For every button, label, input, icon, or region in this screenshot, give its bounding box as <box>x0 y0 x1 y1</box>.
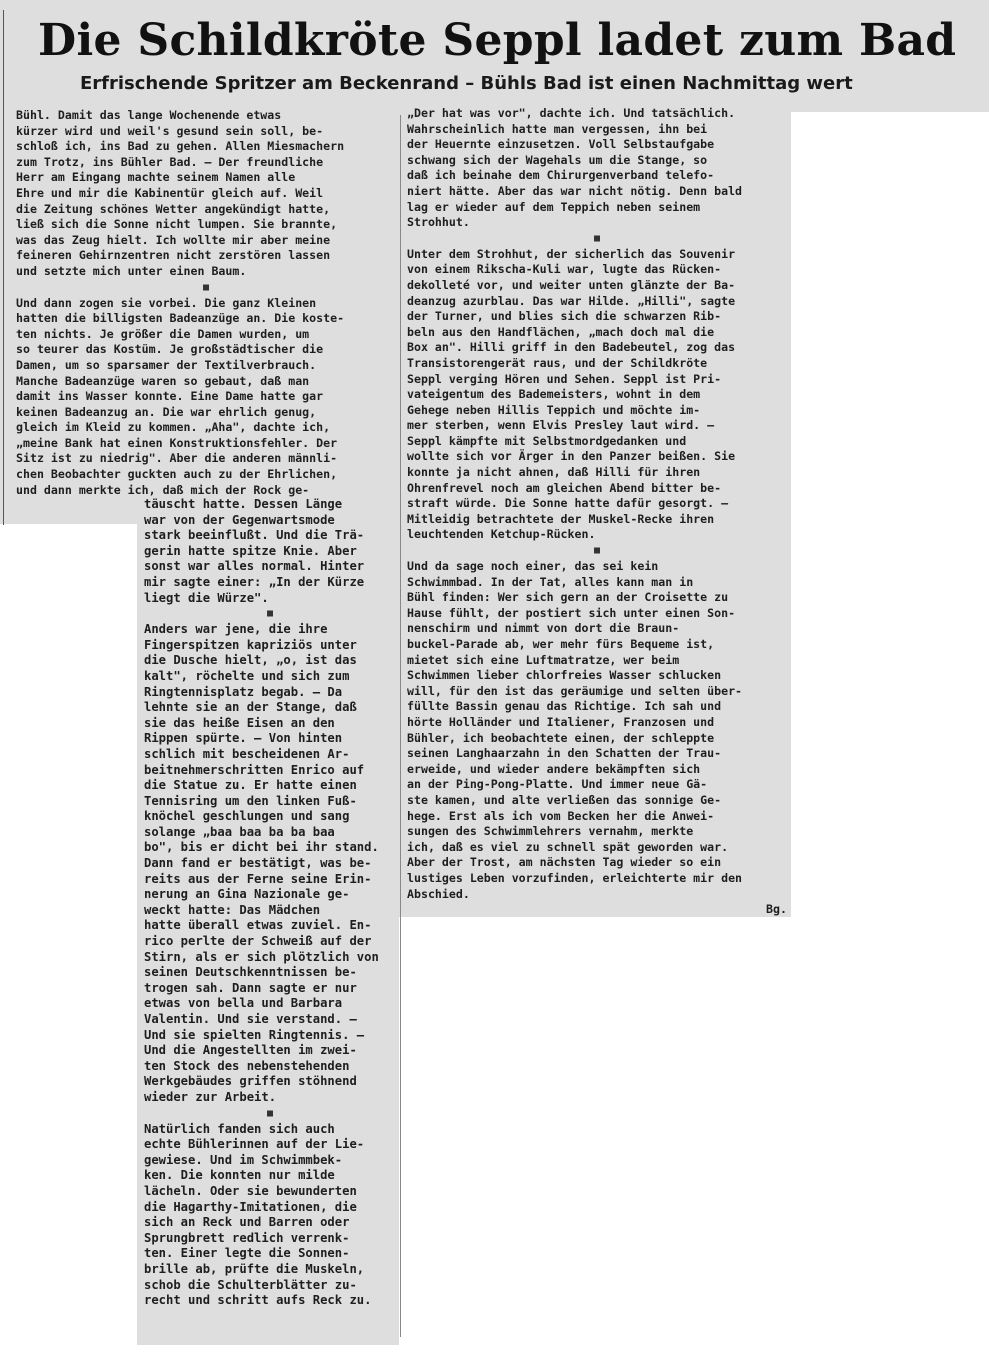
paragraph-4: Natürlich fanden sich auch echte Bühlerinnen auf der Lie- gewiese. Und im Schwimmbek- ken. Die konnten nur milde lächeln. Oder sie bewunderten die Hagarthy-Imitationen, die sich an Reck und Barren oder Sprungbrett redlich verrenk- ten. Einer legte die Sonnen- brille ab, prüfte die Muskeln, schob die Schulterblätter zu- recht und schritt aufs Reck zu. <box>144 1121 372 1308</box>
left-edge-rule <box>3 10 4 525</box>
article-column-right <box>407 106 787 918</box>
section-separator: ■ <box>593 232 601 244</box>
paragraph-3: Anders war jene, die ihre Fingerspitzen kapriziös unter die Dusche hielt, „o, ist das kalt", röchelte und sich zum Ringtennisplatz begab. — Da lehnte sie an der Stange, daß sie das heiße Eisen an den Rippen spürte. — Von hinten schlich mit bescheidenen Ar- beitnehmerschritten Enrico auf die Statue zu. Er hatte einen Tennisring um den linken Fuß- knöchel geschlungen und sang solange „baa baa ba ba baa bo", bis er dicht bei ihr stand. Dann fand er bestätigt, was be- reits aus der Ferne seine Erin- nerung an Gina Nazionale ge- weckt hatte: Das Mädchen hatte überall etwas zuviel. En- rico perlte der Schweiß auf der Stirn, als er sich plötzlich von seinen Deutschkenntnissen be- trogen sah. Dann sagte er nur etwas von bella und Barbara Valentin. Und sie verstand. — Und sie spielten Ringtennis. — Und die Angestellten im zwei- ten Stock des nebenstehenden Werkgebäudes griffen stöhnend wieder zur Arbeit. <box>144 622 379 1104</box>
section-separator: ■ <box>266 608 274 620</box>
paragraph-7: Und da sage noch einer, das sei kein Schwimmbad. In der Tat, alles kann man in Bühl finden: Wer sich gern an der Croisette zu Hause fühlt, der postiert sich unter einen Son- nenschirm und nimmt von dort die Braun- buckel-Parade ab, wer mehr fürs Bequeme ist, mietet sich eine Luftmatratze, wer beim Schwimmen lieber chlorfreies Wasser schlucken will, für den ist das geräumige und selten über- füllte Bassin genau das Richtige. Ich sah und hörte Holländer und Italiener, Franzosen und Bühler, ich beobachtete einen, der schleppte seinen Langhaarzahn in den Schatten der Trau- erweide, und wieder andere bekämpften sich an der Ping-Pong-Platte. Und immer neue Gä- ste kamen, und alte verließen das sonnige Ge- hege. Erst als ich vom Becken her die Anwei- sungen des Schwimmlehrers vernahm, merkte ich, daß es viel zu schnell spät geworden war. Aber der Trost, am nächsten Tag wieder so ein lustiges Leben vorzufinden, erleichterte mir den Abschied. <box>407 559 743 901</box>
section-separator: ■ <box>593 545 601 557</box>
paragraph-1: Bühl. Damit das lange Wochenende etwas kürzer wird und weil's gesund sein soll, be- schloß ich, ins Bad zu gehen. Allen Miesmachern zum Trotz, ins Bühler Bad. — Der freundliche Herr am Eingang machte seinem Namen alle Ehre und mir die Kabinentür gleich auf. Weil die Zeitung schönes Wetter angekündigt hatte, ließ sich die Sonne nicht lumpen. Sie brannte, was das Zeug hielt. Ich wollte mir aber meine feineren Gehirnzentren nicht zerstören lassen und setzte mich unter einen Baum. <box>16 108 345 278</box>
paragraph-2: Und dann zogen sie vorbei. Die ganz Kleinen hatten die billigsten Badeanzüge an. Die koste- ten nichts. Je größer die Damen wurden, um so teurer das Kostüm. Je großstädtischer die Damen, um so sparsamer der Textilverbrauch. Manche Badeanzüge waren so gebaut, daß man damit ins Wasser konnte. Eine Dame hatte gar keinen Badeanzug an. Die war ehrlich genug, gleich im Kleid zu kommen. „Aha", dachte ich, „meine Bank hat einen Konstruktionsfehler. Der Sitz ist zu niedrig". Aber die anderen männli- chen Beobachter guckten auch zu der Ehrlichen, und dann merkte ich, daß mich der Rock ge- <box>16 295 345 497</box>
paragraph-2-continued: täuscht hatte. Dessen Länge war von der Gegenwartsmode stark beeinflußt. Und die Trä- gerin hatte spitze Knie. Aber sonst war alles normal. Hinter mir sagte einer: „In der Kürze liegt die Würze". <box>144 497 365 605</box>
paragraph-6: Unter dem Strohhut, der sicherlich das Souvenir von einem Rikscha-Kuli war, lugte das Rücken- dekolleté vor, und weiter unten glänzte der Ba- deanzug azurblau. Das war Hilde. „Hilli", sagte der Turner, und blies sich die schwarzen Rib- beln aus den Handflächen, „mach doch mal die Box an". Hilli griff in den Badebeutel, zog das Transistorengerät raus, und der Schildkröte Seppl verging Hören und Sehen. Seppl ist Pri- vateigentum des Bademeisters, wohnt in dem Gehege neben Hillis Teppich und möchte im- mer sterben, wenn Elvis Presley laut wird. — Seppl kämpfte mit Selbstmordgedanken und wollte sich vor Ärger in den Panzer beißen. Sie konnte ja nicht ahnen, daß Hilli für ihren Ohrenfrevel noch am gleichen Abend bitter be- straft würde. Die Sonne hatte dafür gesorgt. — Mitleidig betrachtete der Muskel-Recke ihren leuchtenden Ketchup-Rücken. <box>407 246 736 542</box>
article-headline: Die Schildkröte Seppl ladet zum Bad <box>38 15 957 66</box>
author-signature: Bg. <box>766 902 787 917</box>
section-separator: ■ <box>202 281 210 293</box>
article-column-middle <box>144 497 396 1309</box>
section-separator: ■ <box>266 1107 274 1119</box>
article-subheadline: Erfrischende Spritzer am Beckenrand – Bühls Bad ist einen Nachmittag wert <box>80 73 853 94</box>
article-column-left <box>16 108 396 498</box>
paragraph-5: „Der hat was vor", dachte ich. Und tatsächlich. Wahrscheinlich hatte man vergessen, ihn bei der Heuernte einzusetzen. Voll Selbstaufgabe schwang sich der Wagehals um die Stange, so daß ich beinahe dem Chirurgenverband telefo- niert hätte. Aber das war nicht nötig. Denn bald lag er wieder auf dem Teppich neben seinem Strohhut. <box>407 106 743 230</box>
column-divider-rule <box>400 115 401 1337</box>
